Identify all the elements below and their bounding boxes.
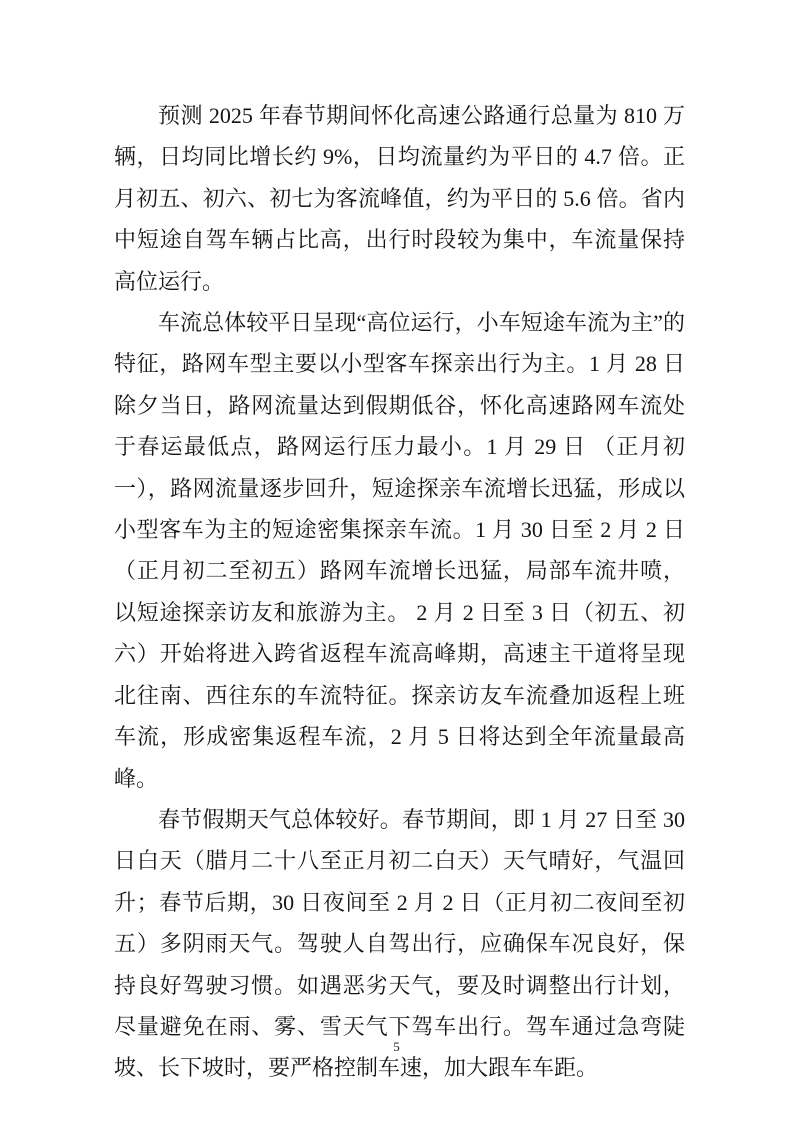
paragraph-traffic-flow-characteristics: 车流总体较平日呈现“高位运行，小车短途车流为主”的特征，路网车型主要以小型客车探亲出行为主。1 月 28 日除夕当日，路网流量达到假期低谷，怀化高速路网车流处于春运最低点，路网运行压力最小。1 月 29 日 （正月初一），路网流量逐步回升，短途探亲车流增长迅猛，形成以小型客车为主的短途密集探亲车流。1 月 30 日至 2 月 2 日（正月初二至初五）路网车流增长迅猛，局部车流井喷，以短途探亲访友和旅游为主。 2 月 2 日至 3 日（初五、初六）开始将进入跨省返程车流高峰期，高速主干道将呈现北往南、西往东的车流特征。探亲访友车流叠加返程上班车流，形成密集返程车流，2 月 5 日将达到全年流量最高峰。 — [114, 310, 685, 791]
page-number: 5 — [393, 1039, 400, 1054]
paragraph-traffic-forecast: 预测 2025 年春节期间怀化高速公路通行总量为 810 万辆，日均同比增长约 9%，日均流量约为平日的 4.7 倍。正月初五、初六、初七为客流峰值，约为平日的 5.6 倍。省内中短途自驾车辆占比高，出行时段较为集中，车流量保持高位运行。 — [114, 103, 685, 294]
paragraph-holiday-weather: 春节假期天气总体较好。春节期间，即 1 月 27 日至 30 日白天（腊月二十八至正月初二白天）天气晴好，气温回升；春节后期，30 日夜间至 2 月 2 日（正月初二夜间至初五）多阴雨天气。驾驶人自驾出行，应确保车况良好，保持良好驾驶习惯。如遇恶劣天气，要及时调整出行计划，尽量避免在雨、雾、雪天气下驾车出行。驾车通过急弯陡坡、长下坡时，要严格控制车速，加大跟车车距。 — [114, 806, 685, 1081]
document-body — [114, 95, 685, 1089]
page-footer — [0, 1038, 793, 1056]
